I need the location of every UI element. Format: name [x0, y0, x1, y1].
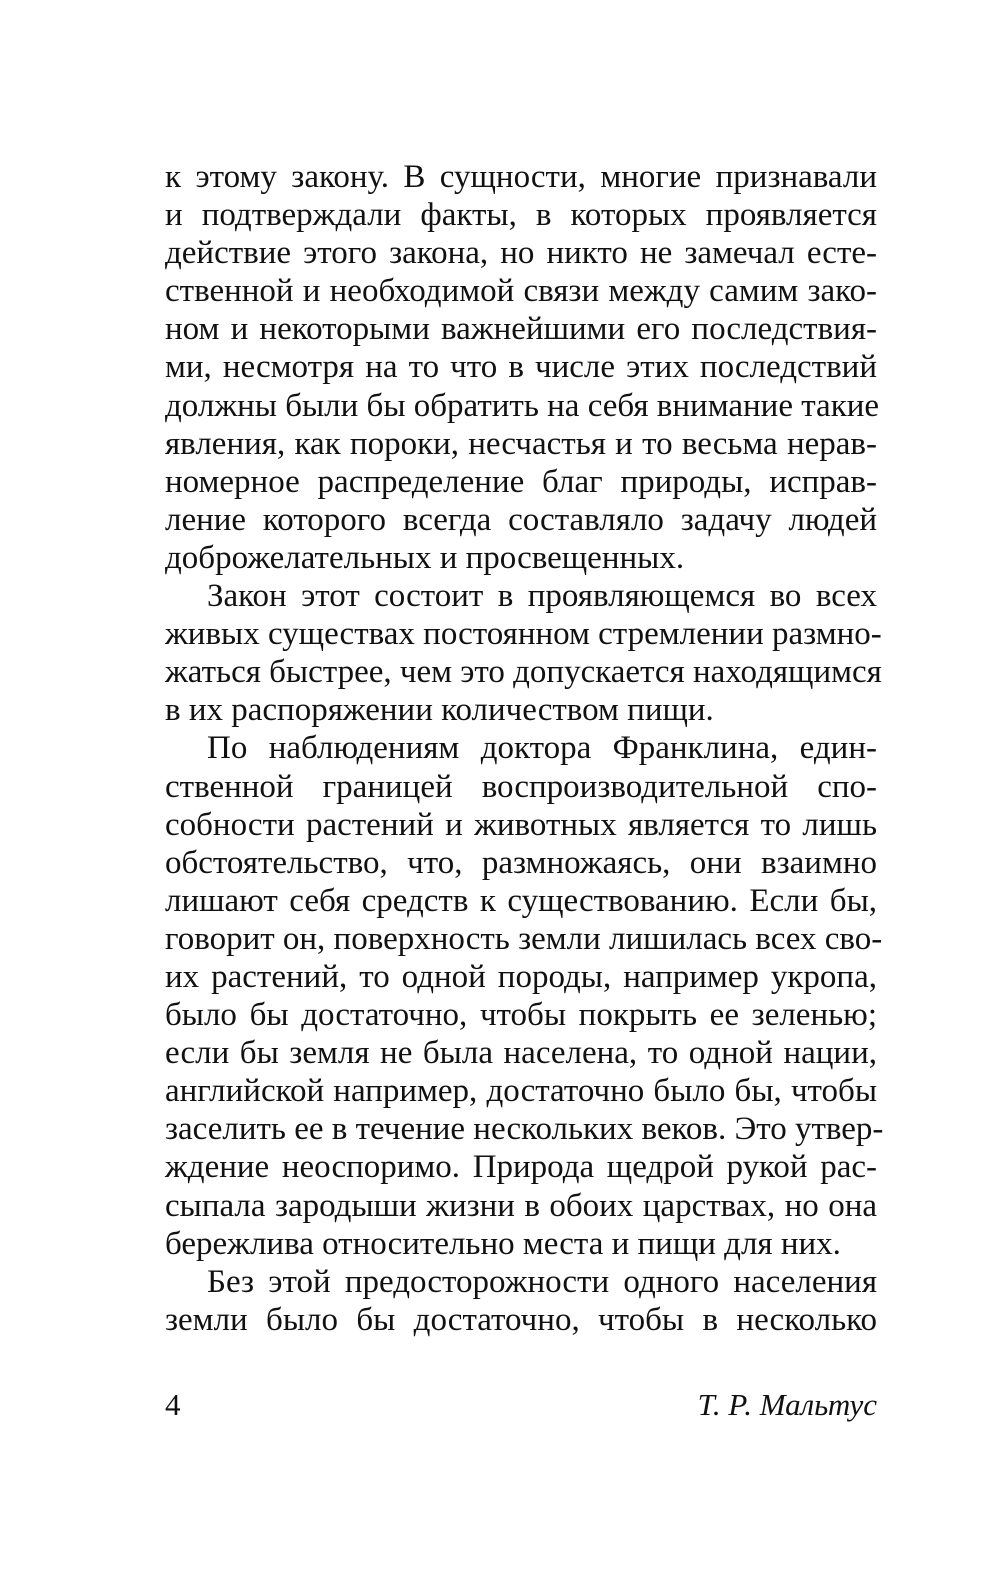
paragraph-first-line: Закон этот состоит в проявляющемся во всех [207, 578, 877, 615]
text-line: ственной и необходимой связи между самим зако- [165, 273, 877, 310]
text-line: бережлива относительно места и пищи для них. [165, 1225, 841, 1262]
text-line: доброжелательных и просвещенных. [165, 539, 685, 576]
paragraph-first-line: Без этой предосторожности одного населения [207, 1263, 877, 1300]
text-line: жаться быстрее, чем это допускается находящимся [165, 654, 882, 691]
text-line: ми, несмотря на то что в числе этих последствий [165, 349, 877, 386]
text-line: заселить ее в течение нескольких веков. Это утвер- [165, 1111, 884, 1148]
text-line: их растений, то одной породы, например укропа, [165, 958, 877, 995]
text-line: номерное распределение благ природы, исправ- [165, 463, 877, 500]
text-line: лишают себя средств к существованию. Если бы, [165, 882, 877, 919]
text-line: явления, как пороки, несчастья и то весьма нерав- [165, 425, 877, 462]
text-line: к этому закону. В сущности, многие признавали [165, 159, 877, 195]
text-line: обстоятельство, что, размножаясь, они взаимно [165, 844, 877, 881]
text-line: и подтверждали факты, в которых проявляется [165, 197, 877, 234]
text-line: собности растений и животных является то лишь [165, 806, 877, 843]
text-line: сыпала зародыши жизни в обоих царствах, но она [165, 1187, 877, 1224]
text-line: должны были бы обратить на себя внимание такие [165, 387, 880, 424]
text-line: ственной границей воспроизводительной спо- [165, 768, 877, 805]
page-footer [165, 1387, 877, 1427]
text-line: действие этого закона, но никто не замечал есте- [165, 235, 877, 272]
text-line: живых существах постоянном стремлении размно- [165, 616, 882, 653]
text-line: в их распоряжении количеством пищи. [165, 692, 714, 729]
running-head-author: Т. Р. Мальтус [697, 1387, 877, 1422]
text-line: было бы достаточно, чтобы покрыть ее зеленью; [165, 997, 877, 1034]
text-line: говорит он, поверхность земли лишилась всех сво- [165, 920, 883, 957]
paragraph-first-line: По наблюдениям доктора Франклина, един- [207, 730, 877, 767]
body-text [165, 158, 884, 1339]
page-number: 4 [165, 1387, 181, 1422]
text-line: ление которого всегда составляло задачу людей [165, 501, 877, 538]
text-line: земли было бы достаточно, чтобы в несколько [165, 1301, 877, 1338]
text-line: если бы земля не была населена, то одной нации, [165, 1035, 877, 1072]
text-line: ном и некоторыми важнейшими его последствия- [165, 311, 877, 348]
text-line: ждение неоспоримо. Природа щедрой рукой рас- [165, 1149, 877, 1186]
text-line: английской например, достаточно было бы, чтобы [165, 1073, 877, 1110]
